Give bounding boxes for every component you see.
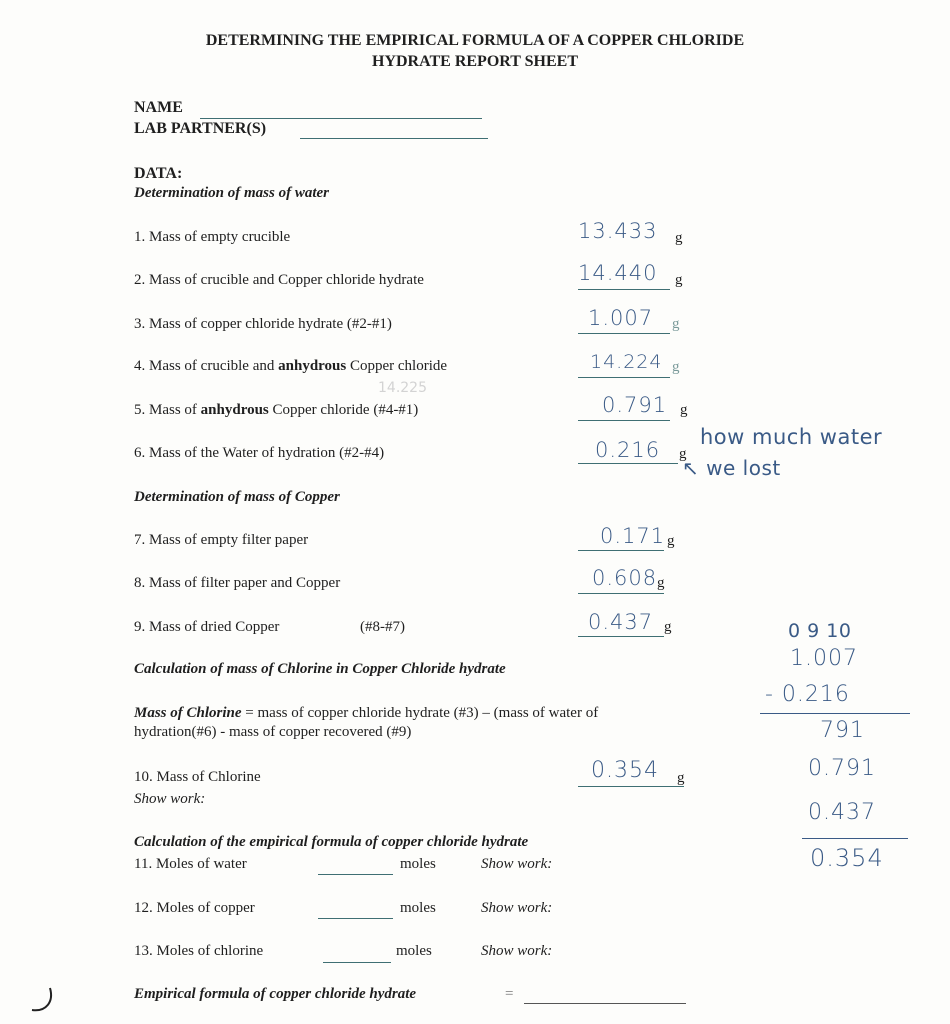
item-12-show-work: Show work: [481,900,553,916]
value-4-underline [578,377,670,378]
moles-water-field[interactable] [318,874,393,875]
moles-copper-field[interactable] [318,918,393,919]
section-copper: Determination of mass of Copper [134,489,340,505]
item-2-label: 2. Mass of crucible and Copper chloride hydrate [134,272,424,288]
item-11-label: 11. Moles of water [134,856,247,872]
unit-9: g [664,619,672,635]
value-10-underline [578,786,684,787]
scratch-step2: 0.791 [808,756,876,781]
value-9-underline [578,636,664,637]
item-3-label: 3. Mass of copper chloride hydrate (#2-#1) [134,316,392,332]
value-8-underline [578,593,664,594]
unit-10: g [677,770,685,786]
value-6-underline [578,463,678,464]
unit-8: g [657,575,665,591]
item-13-label: 13. Moles of chlorine [134,943,264,959]
item-10-label: 10. Mass of Chlorine [134,769,261,785]
item-13-show-work: Show work: [481,943,553,959]
unit-7: g [667,533,675,549]
value-10: 0.354 [591,758,659,783]
ghost-value: 14.225 [378,380,427,396]
chlorine-definition: Mass of Chlorine = mass of copper chloride hydrate (#3) – (mass of water of [134,705,599,721]
annotation-line2: ↖ we lost [682,456,781,480]
scratch-result: 791 [820,718,865,743]
arrow-up-icon: ↖ [682,456,700,480]
item-10-show-work: Show work: [134,791,206,807]
value-2: 14.440 [578,261,658,285]
item-12-unit: moles [400,900,436,916]
item-13-unit: moles [396,943,432,959]
item-8-label: 8. Mass of filter paper and Copper [134,575,341,591]
scratch-rule-1 [760,713,910,714]
value-5: 0.791 [602,393,668,417]
section-water: Determination of mass of water [134,185,330,201]
unit-1: g [675,230,683,246]
unit-6: g [679,446,687,462]
value-5-underline [578,420,670,421]
report-title-line2: HYDRATE REPORT SHEET [372,53,578,70]
data-heading: DATA: [134,165,183,182]
item-11-show-work: Show work: [481,856,553,872]
annotation-line1: how much water [700,425,883,449]
page-curl-mark [28,984,58,1018]
scratch-subtrahend: - 0.216 [765,682,850,707]
scratch-final: 0.354 [810,844,884,872]
section-chlorine: Calculation of mass of Chlorine in Copper Chloride hydrate [134,661,506,677]
item-6-label: 6. Mass of the Water of hydration (#2-#4) [134,445,385,461]
value-4: 14.224 [590,351,663,373]
value-7: 0.171 [600,524,666,548]
empirical-equals: = [505,986,514,1002]
scratch-borrow: 0 9 10 [788,620,852,642]
lab-partner-field[interactable] [300,138,488,139]
unit-3: g [672,316,680,332]
item-7-label: 7. Mass of empty filter paper [134,532,309,548]
unit-4: g [672,359,680,375]
empirical-formula-field[interactable] [524,1003,686,1004]
value-3: 1.007 [588,306,654,330]
name-field[interactable] [200,118,482,119]
scratch-sub2: 0.437 [808,800,876,825]
unit-2: g [675,272,683,288]
item-5-label: 5. Mass of anhydrous Copper chloride (#4-#1) [134,402,419,418]
empirical-formula-label: Empirical formula of copper chloride hydrate [134,986,417,1002]
scratch-rule-2 [802,838,908,839]
value-1: 13.433 [578,219,658,243]
value-3-underline [578,333,670,334]
value-7-underline [578,550,664,551]
lab-partner-label: LAB PARTNER(S) [134,120,267,137]
section-formula: Calculation of the empirical formula of copper chloride hydrate [134,834,529,850]
item-11-unit: moles [400,856,436,872]
chlorine-definition-cont: hydration(#6) - mass of copper recovered (#9) [134,724,412,740]
name-label: NAME [134,99,183,116]
moles-chlorine-field[interactable] [323,962,391,963]
value-8: 0.608 [592,566,658,590]
value-2-underline [578,289,670,290]
scratch-top: 1.007 [790,646,858,671]
item-12-label: 12. Moles of copper [134,900,255,916]
item-9-formula: (#8-#7) [360,619,405,635]
item-1-label: 1. Mass of empty crucible [134,229,291,245]
value-9: 0.437 [588,610,654,634]
unit-5: g [680,402,688,418]
item-4-label: 4. Mass of crucible and anhydrous Copper chloride [134,358,448,374]
value-6: 0.216 [595,438,661,462]
report-title-line1: DETERMINING THE EMPIRICAL FORMULA OF A COPPER CHLORIDE [205,32,745,49]
item-9-label: 9. Mass of dried Copper [134,619,280,635]
